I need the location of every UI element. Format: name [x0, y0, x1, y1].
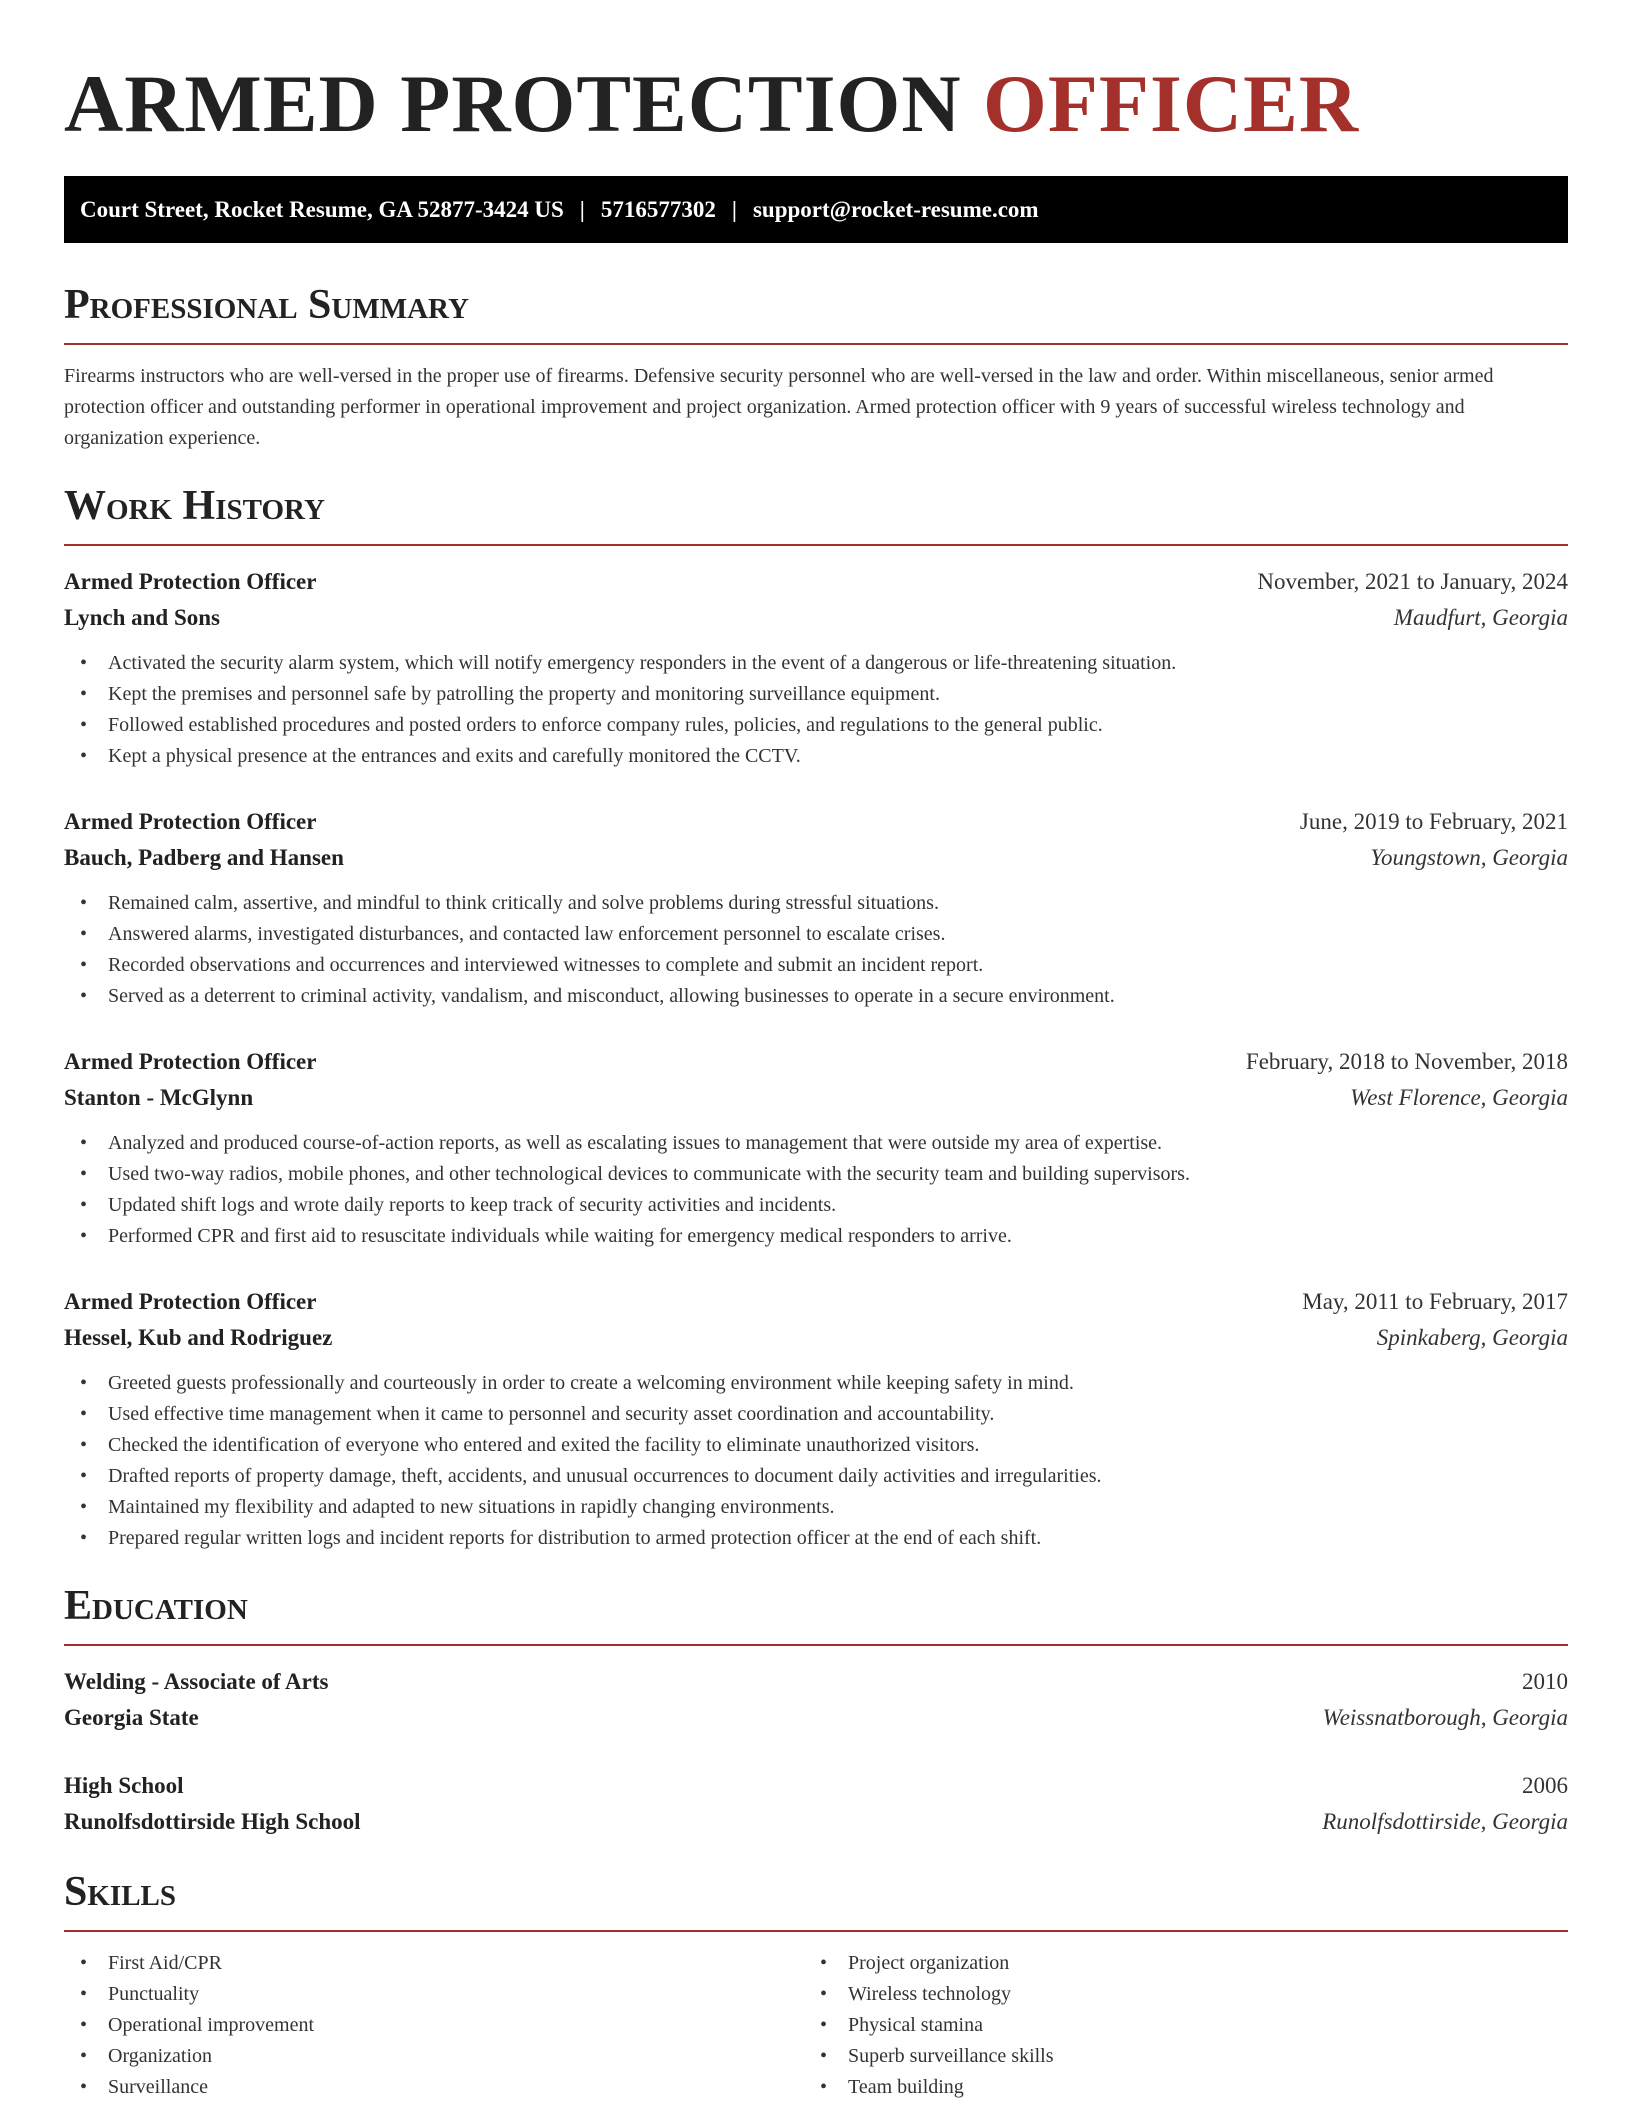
job-company: Stanton - McGlynn — [64, 1085, 254, 1110]
contact-separator: | — [731, 196, 737, 222]
skill-item: • Operational improvement — [64, 2010, 804, 2041]
contact-address: Court Street, Rocket Resume, GA 52877-3424 US — [80, 196, 564, 222]
resume-content — [64, 56, 1568, 2103]
skill-item: • Organization — [64, 2041, 804, 2072]
list-item: • Analyzed and produced course-of-action reports, as well as escalating issues to management that were outside my area of expertise. — [64, 1128, 1568, 1159]
work-history-heading: Work History — [64, 483, 325, 529]
name-main: ARMED PROTECTION — [64, 58, 962, 149]
job-bullets — [64, 1128, 1568, 1252]
skills-heading: Skills — [64, 1869, 177, 1915]
education-section — [64, 1580, 1568, 1840]
job-title: Armed Protection Officer — [64, 809, 317, 834]
job-title: Armed Protection Officer — [64, 1049, 317, 1074]
contact-separator: | — [579, 196, 585, 222]
list-item: • Answered alarms, investigated disturbances, and contacted law enforcement personnel to escalate crises. — [64, 919, 1568, 950]
job-location: West Florence, Georgia — [1350, 1085, 1568, 1110]
education-location: Runolfsdottirside, Georgia — [1322, 1809, 1568, 1834]
list-item: • Served as a deterrent to criminal activity, vandalism, and misconduct, allowing businesses to operate in a secure environment. — [64, 981, 1568, 1012]
skill-item: • Superb surveillance skills — [804, 2041, 1544, 2072]
job-company: Lynch and Sons — [64, 605, 220, 630]
job-entry — [64, 804, 1568, 1012]
list-item: • Used effective time management when it came to personnel and security asset coordination and accountability. — [64, 1399, 1568, 1430]
contact-bar — [64, 176, 1568, 243]
education-entry — [64, 1768, 1568, 1840]
section-divider — [64, 1930, 1568, 1932]
education-heading: Education — [64, 1583, 248, 1629]
job-dates: June, 2019 to February, 2021 — [1299, 809, 1568, 834]
contact-phone: 5716577302 — [600, 196, 716, 222]
list-item: • Activated the security alarm system, which will notify emergency responders in the event of a dangerous or life-threatening situation. — [64, 648, 1568, 679]
skill-item: • First Aid/CPR — [64, 1948, 804, 1979]
skill-item: • Physical stamina — [804, 2010, 1544, 2041]
job-bullets — [64, 888, 1568, 1012]
skills-list-left — [64, 1948, 804, 2103]
skills-columns — [64, 1948, 1568, 2103]
job-bullets — [64, 648, 1568, 772]
education-degree: High School — [64, 1773, 184, 1798]
list-item: • Maintained my flexibility and adapted to new situations in rapidly changing environments. — [64, 1492, 1568, 1523]
list-item: • Performed CPR and first aid to resuscitate individuals while waiting for emergency medical responders to arrive. — [64, 1221, 1568, 1252]
list-item: • Greeted guests professionally and courteously in order to create a welcoming environment while keeping safety in mind. — [64, 1368, 1568, 1399]
job-dates: May, 2011 to February, 2017 — [1302, 1289, 1568, 1314]
section-divider — [64, 343, 1568, 345]
education-entry — [64, 1664, 1568, 1736]
list-item: • Checked the identification of everyone who entered and exited the facility to eliminate unauthorized visitors. — [64, 1430, 1568, 1461]
list-item: • Used two-way radios, mobile phones, and other technological devices to communicate with the security team and building supervisors. — [64, 1159, 1568, 1190]
skill-item: • Project organization — [804, 1948, 1544, 1979]
job-company: Bauch, Padberg and Hansen — [64, 845, 344, 870]
list-item: • Followed established procedures and posted orders to enforce company rules, policies, and regulations to the general public. — [64, 710, 1568, 741]
skills-list-right — [804, 1948, 1544, 2103]
job-title: Armed Protection Officer — [64, 569, 317, 594]
job-location: Spinkaberg, Georgia — [1376, 1325, 1568, 1350]
education-degree: Welding - Associate of Arts — [64, 1669, 329, 1694]
summary-heading: Professional Summary — [64, 282, 469, 328]
job-bullets — [64, 1368, 1568, 1554]
work-history-section — [64, 480, 1568, 1554]
job-entry — [64, 564, 1568, 772]
job-dates: February, 2018 to November, 2018 — [1245, 1049, 1568, 1074]
job-entry — [64, 1044, 1568, 1252]
education-location: Weissnatborough, Georgia — [1322, 1705, 1568, 1730]
resume-name — [64, 56, 1568, 152]
summary-text: Firearms instructors who are well-versed in the proper use of firearms. Defensive security personnel who are well-versed in the law and order. Within miscellaneous, senior armed protection officer and outstanding performer in operational improvement and project organization. Armed protection officer with 9 years of successful wireless technology and organization experience. — [64, 365, 1494, 449]
education-year: 2006 — [1522, 1773, 1568, 1798]
education-school: Georgia State — [64, 1705, 199, 1730]
section-divider — [64, 544, 1568, 546]
skill-item: • Punctuality — [64, 1979, 804, 2010]
job-company: Hessel, Kub and Rodriguez — [64, 1325, 333, 1350]
skills-section — [64, 1866, 1568, 2103]
job-location: Youngstown, Georgia — [1370, 845, 1568, 870]
job-location: Maudfurt, Georgia — [1393, 605, 1568, 630]
list-item: • Prepared regular written logs and incident reports for distribution to armed protection officer at the end of each shift. — [64, 1523, 1568, 1554]
education-year: 2010 — [1522, 1669, 1568, 1694]
contact-email: support@rocket-resume.com — [752, 196, 1039, 222]
summary-section — [64, 279, 1568, 454]
section-divider — [64, 1644, 1568, 1646]
list-item: • Kept a physical presence at the entrances and exits and carefully monitored the CCTV. — [64, 741, 1568, 772]
job-entry — [64, 1284, 1568, 1554]
list-item: • Remained calm, assertive, and mindful to think critically and solve problems during stressful situations. — [64, 888, 1568, 919]
job-dates: November, 2021 to January, 2024 — [1257, 569, 1568, 594]
education-school: Runolfsdottirside High School — [64, 1809, 361, 1834]
name-accent: OFFICER — [983, 58, 1360, 149]
list-item: • Updated shift logs and wrote daily reports to keep track of security activities and incidents. — [64, 1190, 1568, 1221]
job-title: Armed Protection Officer — [64, 1289, 317, 1314]
skill-item: • Team building — [804, 2072, 1544, 2103]
list-item: • Kept the premises and personnel safe by patrolling the property and monitoring surveillance equipment. — [64, 679, 1568, 710]
list-item: • Recorded observations and occurrences and interviewed witnesses to complete and submit an incident report. — [64, 950, 1568, 981]
list-item: • Drafted reports of property damage, theft, accidents, and unusual occurrences to document daily activities and irregularities. — [64, 1461, 1568, 1492]
skill-item: • Wireless technology — [804, 1979, 1544, 2010]
skill-item: • Surveillance — [64, 2072, 804, 2103]
